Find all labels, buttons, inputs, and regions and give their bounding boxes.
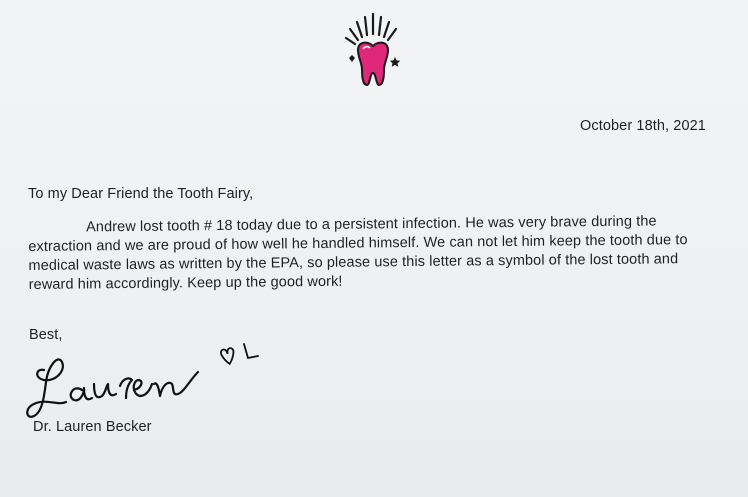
letter-closing: Best, xyxy=(29,327,63,343)
letter-body: Andrew lost tooth # 18 today due to a persistent infection. He was very brave during the extraction and we are proud of how well he handled himself. We can not let him keep the tooth due to medical waste laws as written by the EPA, so please use this letter as a symbol of the lost tooth and reward him accordingly. Keep up the good work! xyxy=(28,213,688,293)
letter-date: October 18th, 2021 xyxy=(580,118,706,134)
letter-greeting: To my Dear Friend the Tooth Fairy, xyxy=(28,186,254,202)
signer-name: Dr. Lauren Becker xyxy=(33,419,152,435)
heart-doodle-icon xyxy=(220,344,258,365)
tooth-logo-icon xyxy=(340,8,406,92)
handwritten-signature xyxy=(22,340,272,425)
